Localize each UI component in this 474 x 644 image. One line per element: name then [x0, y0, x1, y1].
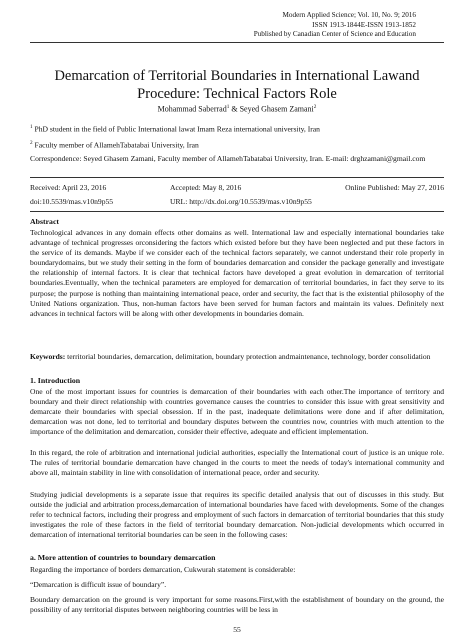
paragraph: Regarding the importance of borders demarcation, Cukwurah statement is considerable:	[30, 565, 296, 574]
author-line	[0, 104, 474, 114]
correspondence: Correspondence: Seyed Ghasem Zamani, Faculty member of AllamehTabatabai University, Iran. E-mail: drghzamani@gmail.com	[30, 154, 426, 163]
quote: “Demarcation is difficult issue of boundary”.	[30, 580, 167, 589]
affiliation-number: 1	[30, 124, 33, 130]
affiliation-text: PhD student in the field of Public International lawat Imam Reza international university, Iran	[34, 124, 320, 134]
dates-row	[30, 183, 444, 192]
journal-publisher: Published by Canadian Center of Science and Education	[253, 30, 416, 39]
divider	[30, 177, 444, 178]
affiliation-number: 2	[30, 140, 33, 146]
accepted-date: Accepted: May 8, 2016	[170, 183, 242, 192]
section-heading: 1. Introduction	[30, 376, 81, 385]
received-date: Received: April 23, 2016	[30, 183, 107, 192]
author-separator: &	[229, 104, 240, 114]
doi-text: doi:10.5539/mas.v10n9p55	[30, 197, 114, 206]
journal-citation: Modern Applied Science; Vol. 10, No. 9; 2016	[282, 11, 416, 19]
affiliation	[30, 138, 444, 151]
subsection-heading: a. More attention of countries to boundary demarcation	[30, 553, 216, 562]
header-rule	[30, 42, 444, 43]
journal-header	[254, 11, 416, 40]
author-superscript: 1	[226, 104, 230, 110]
journal-issn: ISSN 1913-1844E-ISSN 1913-1852	[312, 20, 416, 29]
keywords-label: Keywords:	[30, 352, 66, 361]
paragraph: In this regard, the role of arbitration and international judicial authorities, especially the International court of justice is an unique role. The rules of territorial boundarie demarcation have changed in the courts to meet the needs of today's international community and above all, maintain stability in line with consolidation of international peace, order and security.	[30, 448, 444, 478]
divider	[30, 211, 444, 212]
affiliation-text: Faculty member of AllamehTabatabai University, Iran	[34, 140, 199, 150]
keywords	[30, 352, 444, 362]
doi-url-link[interactable]: URL: http://dx.doi.org/10.5539/mas.v10n9p55	[170, 197, 312, 206]
affiliation	[30, 122, 444, 135]
author-name: Mohammad Saberrad	[157, 104, 227, 114]
doi-row	[30, 197, 444, 206]
paragraph: Studying judicial developments is a separate issue that requires its specific detailed analysis that out of discusses in this study. But outside the judicial and arbitration process,demarcation of international boundaries have faced with developments. Some of the changes refer to technical factors, including their progress and employment of such factors in demarcation of territorial boundaries that this study investigates the role of these factors in the field of territorial boundary demarcation. Non-judicial developments which occurred in demarcation of international territorial boundaries can be seen in the following cases:	[30, 490, 444, 540]
abstract-heading: Abstract	[30, 217, 60, 226]
paper-title: Demarcation of Territorial Boundaries in International Lawand Procedure: Technical Factors Role	[54, 68, 420, 102]
paragraph: One of the most important issues for countries is demarcation of their boundaries with each other.The importance of territory and boundary and their direct relationship with countries governance causes the countries to consider this issue with great sensitivity and demarcate their boundaries with special obsession. If in the past, inadequate delimitations were done and if after delimitation, demarcation was not done, led to territorial and boundary disputes between the countries now, countries with much attention to the importance of the delimitation and demarcation, consider their effective, adequate and efficient implementation.	[30, 387, 444, 437]
page-number: 55	[233, 625, 241, 634]
abstract-text: Technological advances in any domain effects other domains as well. International law and especially international boundaries take advantage of technical progresses orconsidering the factors which existed before but they have been neglected and put these factors in the service of its demands. Maybe if we consider each of the technical factors separately, we cannot understand their role properly in boundarydomains, but we study their setting in the form of boundaries demarcation and consider the package generally and investigate the relationship of internal factors. It is clear that technical factors have developed a great evolution in demarcation of territorial boundaries.Eventually, when the technical parameters are employed for demarcation of territorial boundaries, in fact they serve to its purpose; the purpose is nothing than maintaining international peace, order and security, the fact that is the existential philosophy of the United Nations organization. Thus, non-human factors have been served for human factors and maintain its values. Definitely next advances in technical factors will be along with other developments in boundaries domain.	[30, 228, 444, 318]
published-date: Online Published: May 27, 2016	[345, 183, 444, 192]
paragraph: Boundary demarcation on the ground is very important for some reasons.First,with the establishment of boundary on the ground, the possibility of any territorial disputes between neighboring countries will be less in	[30, 595, 444, 615]
author-superscript: 2	[313, 104, 317, 110]
author-name: Seyed Ghasem Zamani	[239, 104, 314, 114]
keywords-text: territorial boundaries, demarcation, delimitation, boundary protection andmaintenance, technology, border consolidation	[65, 352, 431, 361]
